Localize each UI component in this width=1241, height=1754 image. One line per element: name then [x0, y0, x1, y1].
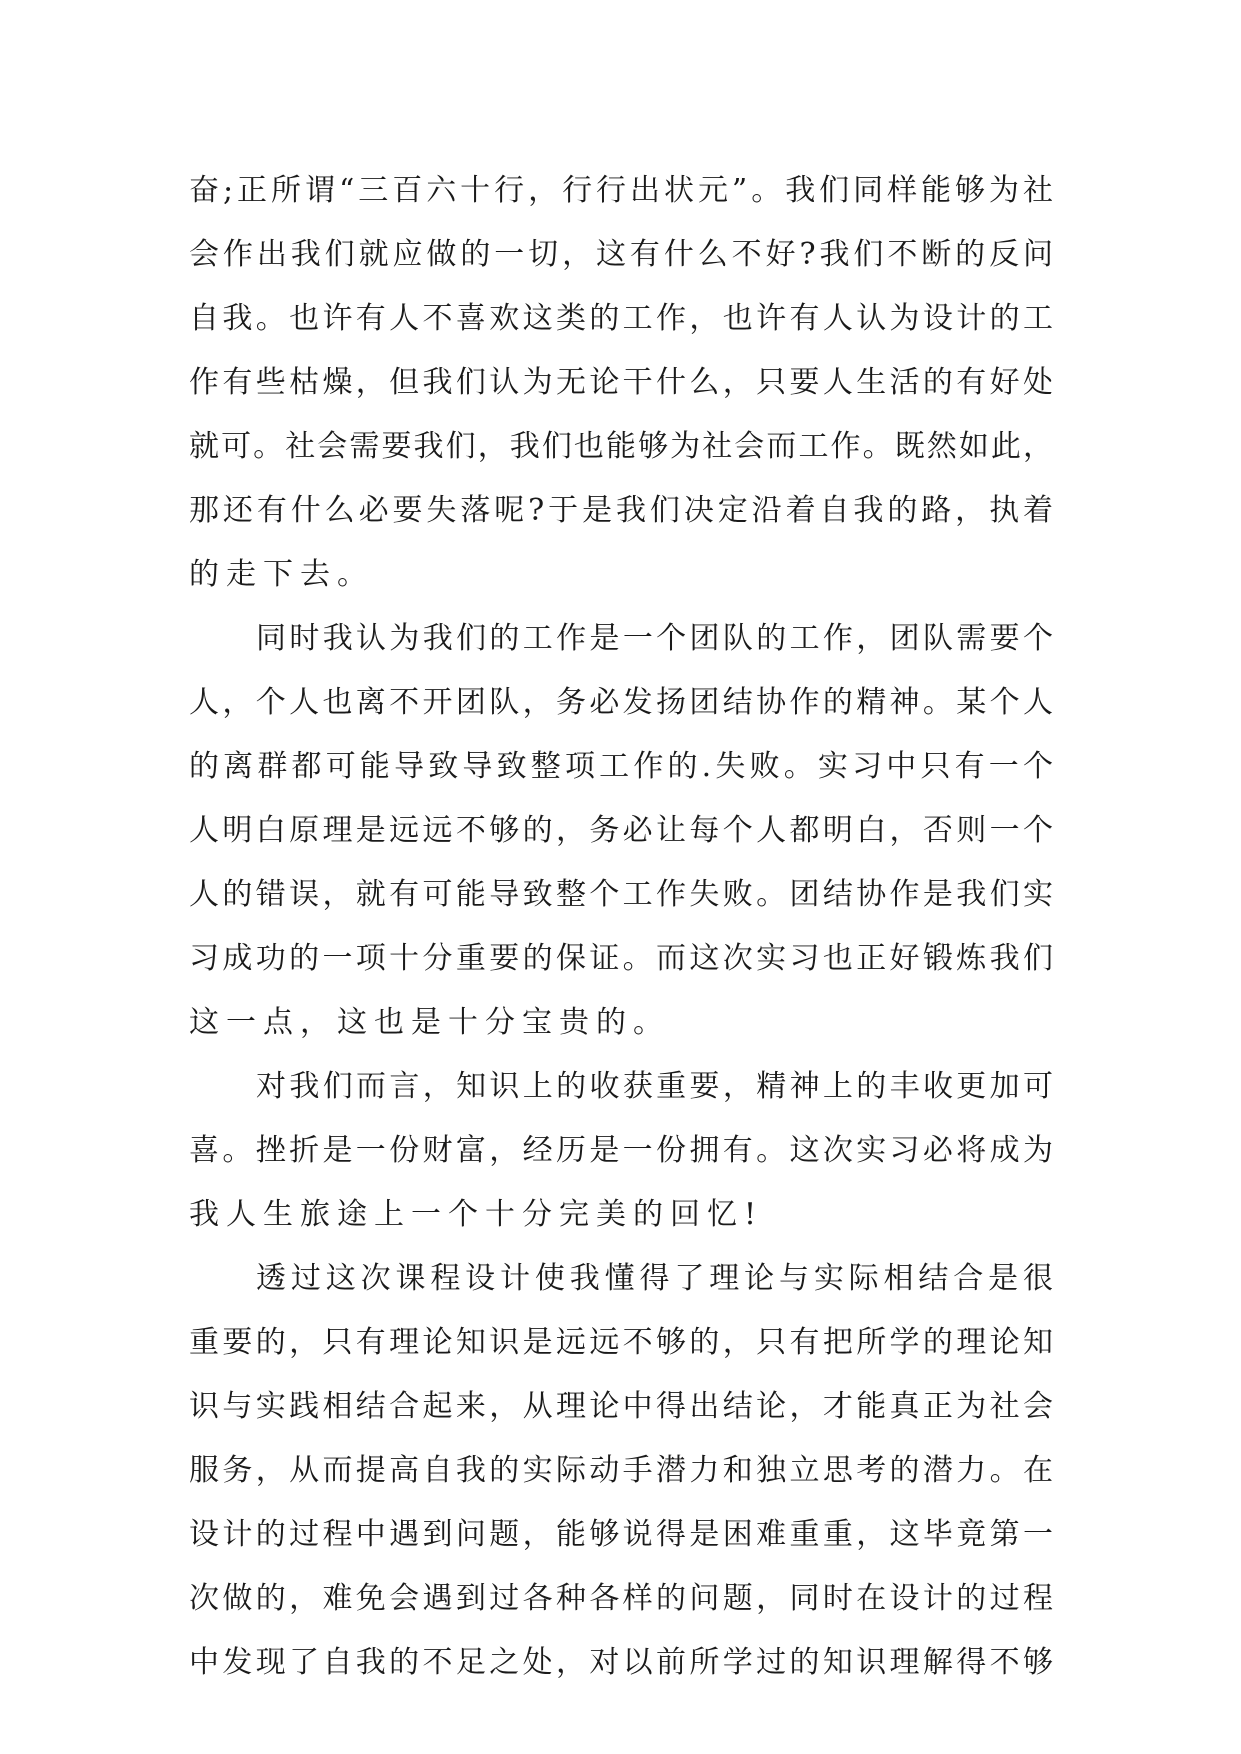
text-line: 就可。社会需要我们，我们也能够为社会而工作。既然如此， [189, 429, 1053, 464]
text-line: 人，个人也离不开团队，务必发扬团结协作的精神。某个人 [189, 685, 1053, 720]
text-line: 习成功的一项十分重要的保证。而这次实习也正好锻炼我们 [189, 941, 1053, 976]
text-line: 服务，从而提高自我的实际动手潜力和独立思考的潜力。在 [189, 1453, 1053, 1488]
text-line: 中发现了自我的不足之处，对以前所学过的知识理解得不够 [189, 1645, 1053, 1680]
text-line: 人的错误，就有可能导致整个工作失败。团结协作是我们实 [189, 877, 1053, 912]
text-line: 会作出我们就应做的一切，这有什么不好?我们不断的反问 [189, 237, 1053, 272]
text-line: 作有些枯燥，但我们认为无论干什么，只要人生活的有好处 [189, 365, 1053, 400]
text-line: 设计的过程中遇到问题，能够说得是困难重重，这毕竟第一 [189, 1517, 1053, 1552]
paragraph-start-line: 对我们而言，知识上的收获重要，精神上的丰收更加可 [256, 1069, 1053, 1104]
text-line: 重要的，只有理论知识是远远不够的，只有把所学的理论知 [189, 1325, 1053, 1360]
text-line: 那还有什么必要失落呢?于是我们决定沿着自我的路，执着 [189, 493, 1053, 528]
paragraph-end-line: 这一点，这也是十分宝贵的。 [189, 1005, 670, 1040]
paragraph-start-line: 透过这次课程设计使我懂得了理论与实际相结合是很 [256, 1261, 1053, 1296]
document-body [189, 159, 1053, 1695]
text-line: 奋;正所谓“三百六十行，行行出状元”。我们同样能够为社 [189, 173, 1053, 208]
text-line: 人明白原理是远远不够的，务必让每个人都明白，否则一个 [189, 813, 1053, 848]
paragraph-end-line: 我人生旅途上一个十分完美的回忆! [189, 1197, 764, 1232]
text-line: 自我。也许有人不喜欢这类的工作，也许有人认为设计的工 [189, 301, 1053, 336]
paragraph-end-line: 的走下去。 [189, 557, 374, 592]
paragraph-start-line: 同时我认为我们的工作是一个团队的工作，团队需要个 [256, 621, 1053, 656]
text-line: 喜。挫折是一份财富，经历是一份拥有。这次实习必将成为 [189, 1133, 1053, 1168]
text-line: 次做的，难免会遇到过各种各样的问题，同时在设计的过程 [189, 1581, 1053, 1616]
text-line: 识与实践相结合起来，从理论中得出结论，才能真正为社会 [189, 1389, 1053, 1424]
text-line: 的离群都可能导致导致整项工作的.失败。实习中只有一个 [189, 749, 1053, 784]
